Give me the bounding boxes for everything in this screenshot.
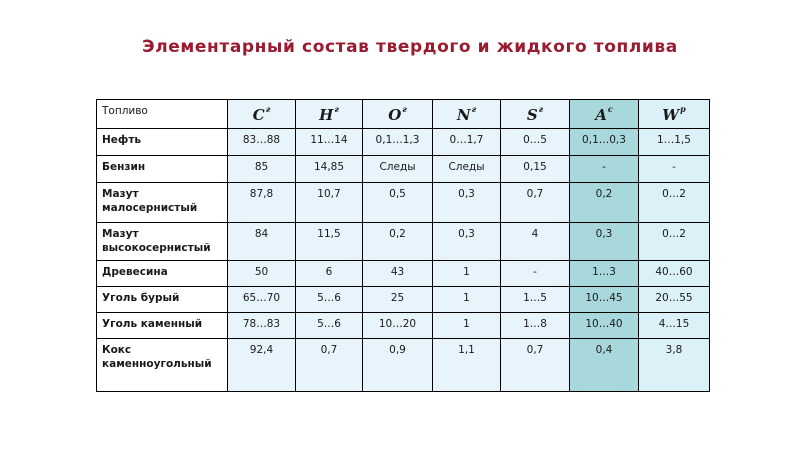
- table-cell: -: [639, 156, 710, 183]
- table-row: [97, 129, 710, 156]
- table-cell: 1,1: [433, 339, 501, 392]
- table-cell: 25: [363, 287, 433, 313]
- table-cell: 10…45: [570, 287, 639, 313]
- table-cell: 83…88: [228, 129, 296, 156]
- header-sulfur: [501, 100, 570, 129]
- table-cell: 0,4: [570, 339, 639, 392]
- table-row: [97, 287, 710, 313]
- table-header-row: [97, 100, 710, 129]
- row-fuel-name: Нефть: [97, 129, 228, 156]
- table-cell: 0…2: [639, 223, 710, 261]
- header-fuel: Топливо: [97, 100, 228, 129]
- table-cell: 0,1…1,3: [363, 129, 433, 156]
- table-cell: 10,7: [296, 183, 363, 223]
- header-index: г: [538, 104, 544, 114]
- row-fuel-name: Уголь бурый: [97, 287, 228, 313]
- table-cell: 0,2: [570, 183, 639, 223]
- table-cell: 87,8: [228, 183, 296, 223]
- header-nitrogen: [433, 100, 501, 129]
- header-symbol: O: [388, 106, 402, 124]
- table-cell: 0,5: [363, 183, 433, 223]
- header-carbon: [228, 100, 296, 129]
- table-cell: 1…5: [501, 287, 570, 313]
- table-cell: 92,4: [228, 339, 296, 392]
- table-cell: 14,85: [296, 156, 363, 183]
- table-cell: 3,8: [639, 339, 710, 392]
- header-index: с: [607, 104, 613, 114]
- table-row: [97, 183, 710, 223]
- row-fuel-name: Мазут высокосернистый: [97, 223, 228, 261]
- row-fuel-name: Кокс каменноугольный: [97, 339, 228, 392]
- row-fuel-name: Мазут малосернистый: [97, 183, 228, 223]
- table-row: [97, 223, 710, 261]
- table-cell: 10…20: [363, 313, 433, 339]
- table-cell: 1…3: [570, 261, 639, 287]
- page-title: Элементарный состав твердого и жидкого топлива: [142, 37, 678, 57]
- row-fuel-name: Уголь каменный: [97, 313, 228, 339]
- table-cell: 43: [363, 261, 433, 287]
- header-ash: [570, 100, 639, 129]
- table-cell: 0,3: [433, 183, 501, 223]
- table-cell: 0,7: [501, 339, 570, 392]
- table-row: [97, 339, 710, 392]
- row-fuel-name: Бензин: [97, 156, 228, 183]
- table-cell: 40…60: [639, 261, 710, 287]
- fuel-composition-table: [96, 99, 710, 392]
- table-cell: 65…70: [228, 287, 296, 313]
- table-cell: 11…14: [296, 129, 363, 156]
- table-cell: 50: [228, 261, 296, 287]
- header-symbol: S: [526, 106, 538, 124]
- header-index: г: [402, 104, 407, 114]
- table-cell: 0…2: [639, 183, 710, 223]
- table-cell: 4…15: [639, 313, 710, 339]
- header-index: г: [265, 104, 271, 114]
- table-cell: -: [570, 156, 639, 183]
- header-symbol: H: [319, 106, 334, 124]
- table-cell: 1…1,5: [639, 129, 710, 156]
- table-row: [97, 313, 710, 339]
- header-index: г: [471, 104, 477, 114]
- header-symbol: W: [662, 106, 680, 124]
- table-cell: 0,3: [570, 223, 639, 261]
- table-cell: Следы: [363, 156, 433, 183]
- table-cell: 11,5: [296, 223, 363, 261]
- header-oxygen: [363, 100, 433, 129]
- table-cell: 78…83: [228, 313, 296, 339]
- table-cell: 4: [501, 223, 570, 261]
- table-cell: 6: [296, 261, 363, 287]
- table-cell: 1…8: [501, 313, 570, 339]
- table-cell: 0,1…0,3: [570, 129, 639, 156]
- row-fuel-name: Древесина: [97, 261, 228, 287]
- header-hydrogen: [296, 100, 363, 129]
- table-cell: 0,3: [433, 223, 501, 261]
- header-symbol: N: [456, 106, 471, 124]
- table-cell: 0,9: [363, 339, 433, 392]
- table-cell: 20…55: [639, 287, 710, 313]
- table-cell: 0,7: [296, 339, 363, 392]
- table-row: [97, 261, 710, 287]
- table-cell: 1: [433, 287, 501, 313]
- table-cell: -: [501, 261, 570, 287]
- header-moisture: [639, 100, 710, 129]
- table-cell: 0,15: [501, 156, 570, 183]
- table-cell: 0,7: [501, 183, 570, 223]
- header-index: г: [334, 104, 339, 114]
- table-cell: 0…5: [501, 129, 570, 156]
- table-cell: 84: [228, 223, 296, 261]
- table-cell: 0,2: [363, 223, 433, 261]
- table-cell: 1: [433, 261, 501, 287]
- table-cell: 5…6: [296, 287, 363, 313]
- table-cell: 0…1,7: [433, 129, 501, 156]
- table-row: [97, 156, 710, 183]
- table-cell: 5…6: [296, 313, 363, 339]
- table-cell: Следы: [433, 156, 501, 183]
- header-symbol: A: [595, 106, 607, 124]
- header-index: р: [680, 104, 686, 114]
- header-symbol: C: [252, 106, 265, 124]
- table-cell: 10…40: [570, 313, 639, 339]
- table-cell: 1: [433, 313, 501, 339]
- table-cell: 85: [228, 156, 296, 183]
